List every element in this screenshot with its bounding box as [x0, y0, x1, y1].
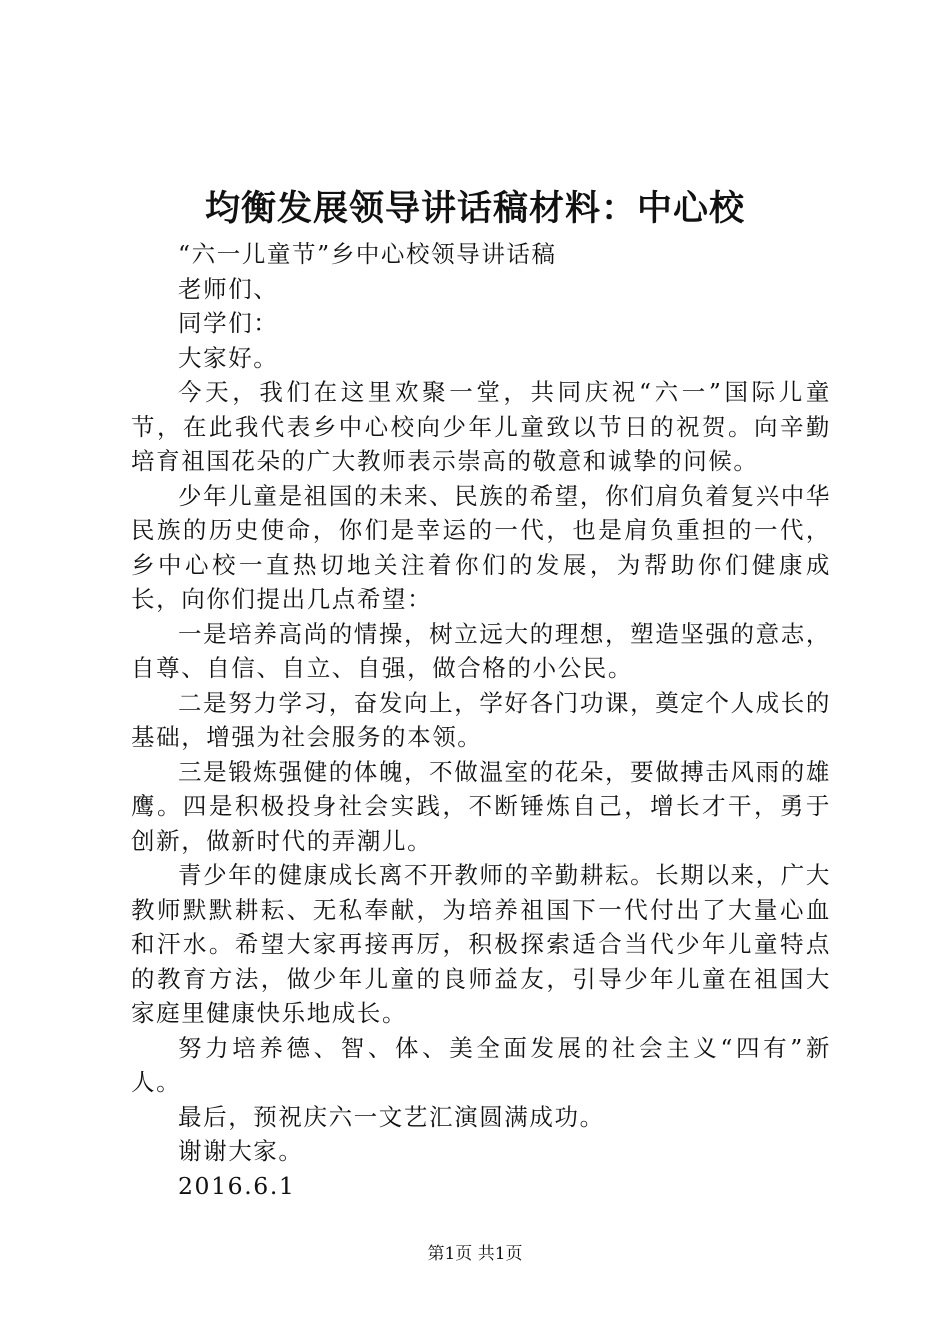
page-total: 共1页	[477, 1244, 523, 1264]
paragraph: 青少年的健康成长离不开教师的辛勤耕耘。长期以来，广大教师默默耕耘、无私奉献，为培养祖国下一代付出了大量心血和汗水。希望大家再接再厉，积极探索适合当代少年儿童特点的教育方法，做少年儿童的良师益友，引导少年儿童在祖国大家庭里健康快乐地成长。	[131, 861, 831, 1027]
paragraph: 少年儿童是祖国的未来、民族的希望，你们肩负着复兴中华民族的历史使命，你们是幸运的一代，也是肩负重担的一代，乡中心校一直热切地关注着你们的发展，为帮助你们健康成长，向你们提出几点希望：	[131, 481, 831, 613]
document-title: 均衡发展领导讲话稿材料：中心校	[204, 188, 745, 229]
paragraph: 今天，我们在这里欢聚一堂，共同庆祝“六一”国际儿童节，在此我代表乡中心校向少年儿童致以节日的祝贺。向辛勤培育祖国花朵的广大教师表示崇高的敬意和诚挚的问候。	[131, 378, 831, 475]
paragraph: 三是锻炼强健的体魄，不做温室的花朵，要做搏击风雨的雄鹰。四是积极投身社会实践，不断锤炼自己，增长才干，勇于创新，做新时代的弄潮儿。	[131, 757, 831, 855]
salutation-students: 同学们：	[178, 309, 279, 337]
paragraph: 二是努力学习，奋发向上，学好各门功课，奠定个人成长的基础，增强为社会服务的本领。	[131, 688, 831, 751]
paragraph: 一是培养高尚的情操，树立远大的理想，塑造坚强的意志，自尊、自信、自立、自强，做合格的小公民。	[131, 619, 831, 682]
paragraph: 努力培养德、智、体、美全面发展的社会主义“四有”新人。	[131, 1033, 831, 1096]
closing-wish: 最后，预祝庆六一文艺汇演圆满成功。	[178, 1102, 605, 1131]
document-body	[131, 237, 831, 1203]
page-number: 第1页	[427, 1244, 473, 1264]
page-footer	[0, 1240, 950, 1268]
greeting: 大家好。	[178, 343, 279, 372]
date-line: 2016.6.1	[178, 1171, 296, 1200]
speech-heading: “六一儿童节”乡中心校领导讲话稿	[178, 240, 557, 268]
salutation-teachers: 老师们、	[178, 274, 279, 303]
closing-thanks: 谢谢大家。	[178, 1137, 304, 1165]
